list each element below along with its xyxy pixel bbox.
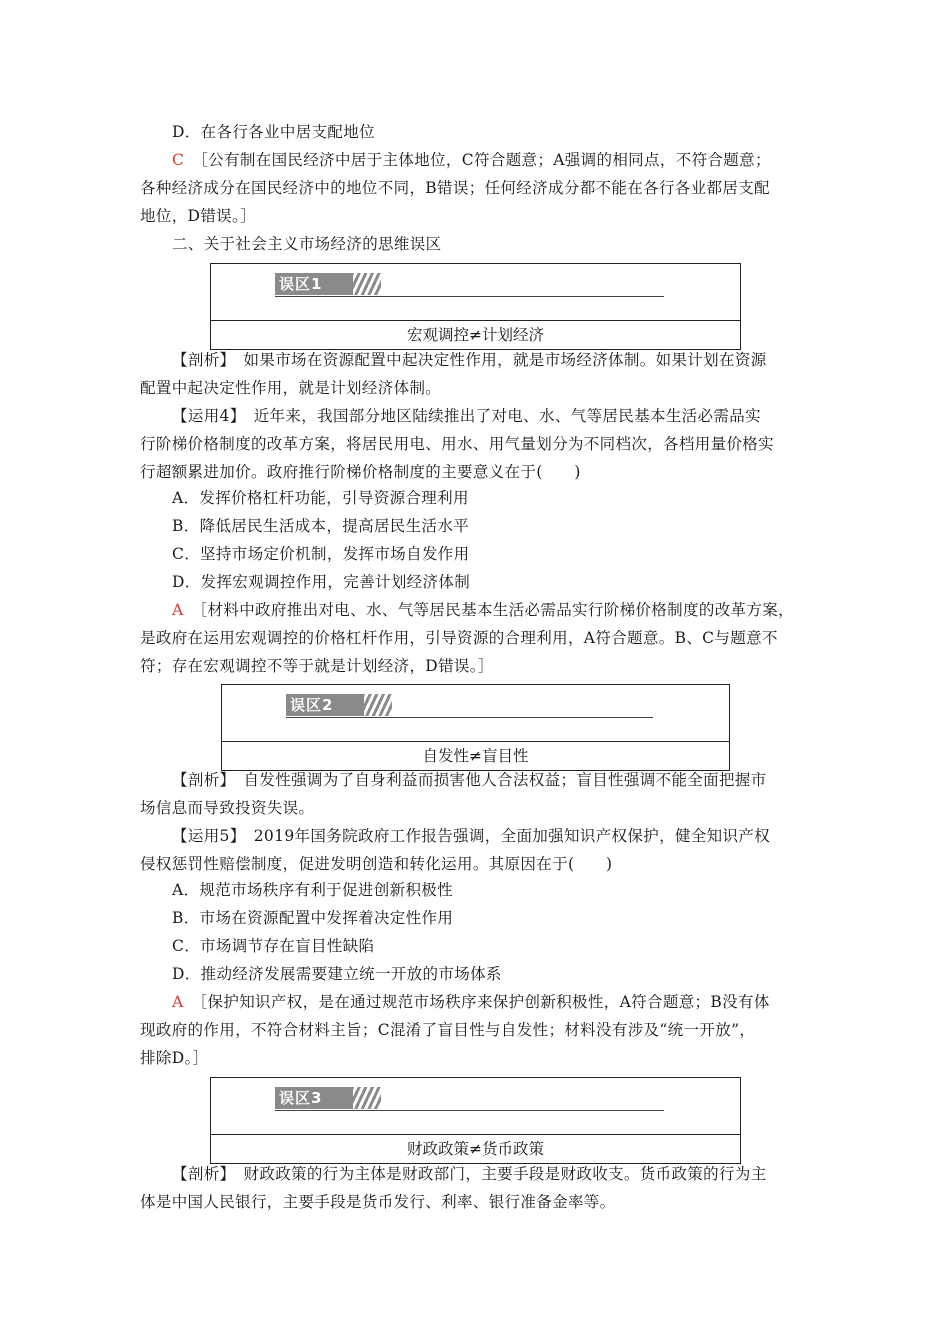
stripe-decoration-icon bbox=[351, 273, 381, 295]
divider bbox=[275, 1110, 664, 1111]
answer-text: 是政府在运用宏观调控的价格杠杆作用，引导资源的合理利用，A符合题意。B、C与题意不 bbox=[140, 629, 778, 647]
divider bbox=[275, 296, 664, 297]
answer-letter: C bbox=[172, 151, 185, 169]
box-header bbox=[211, 1078, 740, 1135]
answer-line bbox=[172, 988, 852, 1016]
question-text: 行阶梯价格制度的改革方案，将居民用电、用水、用气量划分为不同档次，各档用量价格实 bbox=[140, 435, 775, 453]
answer-line bbox=[172, 596, 852, 624]
analysis-text: 场信息而导致投资失误。 bbox=[140, 799, 315, 817]
question-text: 【运用4】 近年来，我国部分地区陆续推出了对电、水、气等居民基本生活必需品实 bbox=[172, 407, 761, 425]
option-c: C．市场调节存在盲目性缺陷 bbox=[172, 937, 375, 955]
divider bbox=[286, 717, 653, 718]
analysis-text: 配置中起决定性作用，就是计划经济体制。 bbox=[140, 379, 442, 397]
analysis-text: 【剖析】 财政政策的行为主体是财政部门，主要手段是财政收支。货币政策的行为主 bbox=[172, 1165, 767, 1183]
option-a: A．规范市场秩序有利于促进创新积极性 bbox=[172, 881, 453, 899]
stripe-decoration-icon bbox=[351, 1087, 381, 1109]
misconception-title: 自发性≠盲目性 bbox=[422, 747, 529, 765]
stripe-decoration-icon bbox=[362, 694, 392, 716]
option-d: D．在各行各业中居支配地位 bbox=[172, 123, 375, 141]
answer-line bbox=[172, 146, 852, 174]
question-text: 行超额累进加价。政府推行阶梯价格制度的主要意义在于( ) bbox=[140, 463, 581, 481]
answer-letter: A bbox=[172, 993, 184, 1011]
misconception-box-3 bbox=[210, 1077, 741, 1164]
option-d: D．推动经济发展需要建立统一开放的市场体系 bbox=[172, 965, 502, 983]
answer-text: 排除D。］ bbox=[140, 1049, 209, 1067]
option-d: D．发挥宏观调控作用，完善计划经济体制 bbox=[172, 573, 471, 591]
misconception-tag: 误区1 bbox=[275, 273, 353, 295]
option-b: B．降低居民生活成本，提高居民生活水平 bbox=[172, 517, 470, 535]
option-b: B．市场在资源配置中发挥着决定性作用 bbox=[172, 909, 454, 927]
answer-text: ［公有制在国民经济中居于主体地位，C符合题意；A强调的相同点，不符合题意； bbox=[200, 151, 771, 169]
misconception-box-2 bbox=[221, 684, 730, 771]
question-text: 【运用5】 2019年国务院政府工作报告强调，全面加强知识产权保护，健全知识产权 bbox=[172, 827, 771, 845]
answer-text: 现政府的作用，不符合材料主旨；C混淆了盲目性与自发性；材料没有涉及“统一开放”， bbox=[140, 1021, 756, 1039]
misconception-title: 财政政策≠货币政策 bbox=[407, 1140, 544, 1158]
analysis-text: 体是中国人民银行，主要手段是货币发行、利率、银行准备金率等。 bbox=[140, 1193, 616, 1211]
analysis-text: 【剖析】 自发性强调为了自身利益而损害他人合法权益；盲目性强调不能全面把握市 bbox=[172, 771, 767, 789]
option-c: C．坚持市场定价机制，发挥市场自发作用 bbox=[172, 545, 470, 563]
misconception-box-1 bbox=[210, 263, 741, 350]
answer-text: 各种经济成分在国民经济中的地位不同，B错误；任何经济成分都不能在各行各业都居支配 bbox=[140, 179, 770, 197]
option-a: A．发挥价格杠杆功能，引导资源合理利用 bbox=[172, 489, 469, 507]
box-header bbox=[211, 264, 740, 321]
answer-text: 符；存在宏观调控不等于就是计划经济，D错误。］ bbox=[140, 657, 494, 675]
answer-text: 地位，D错误。］ bbox=[140, 207, 256, 225]
box-header bbox=[222, 685, 729, 742]
answer-text: ［保护知识产权，是在通过规范市场秩序来保护创新积极性，A符合题意；B没有体 bbox=[199, 993, 770, 1011]
misconception-title: 宏观调控≠计划经济 bbox=[407, 326, 544, 344]
answer-text: ［材料中政府推出对电、水、气等居民基本生活必需品实行阶梯价格制度的改革方案， bbox=[199, 601, 794, 619]
question-text: 侵权惩罚性赔偿制度，促进发明创造和转化运用。其原因在于( ) bbox=[140, 855, 613, 873]
analysis-text: 【剖析】 如果市场在资源配置中起决定性作用，就是市场经济体制。如果计划在资源 bbox=[172, 351, 767, 369]
misconception-tag: 误区2 bbox=[286, 694, 364, 716]
misconception-tag: 误区3 bbox=[275, 1087, 353, 1109]
section-heading: 二、关于社会主义市场经济的思维误区 bbox=[172, 235, 442, 253]
answer-letter: A bbox=[172, 601, 184, 619]
